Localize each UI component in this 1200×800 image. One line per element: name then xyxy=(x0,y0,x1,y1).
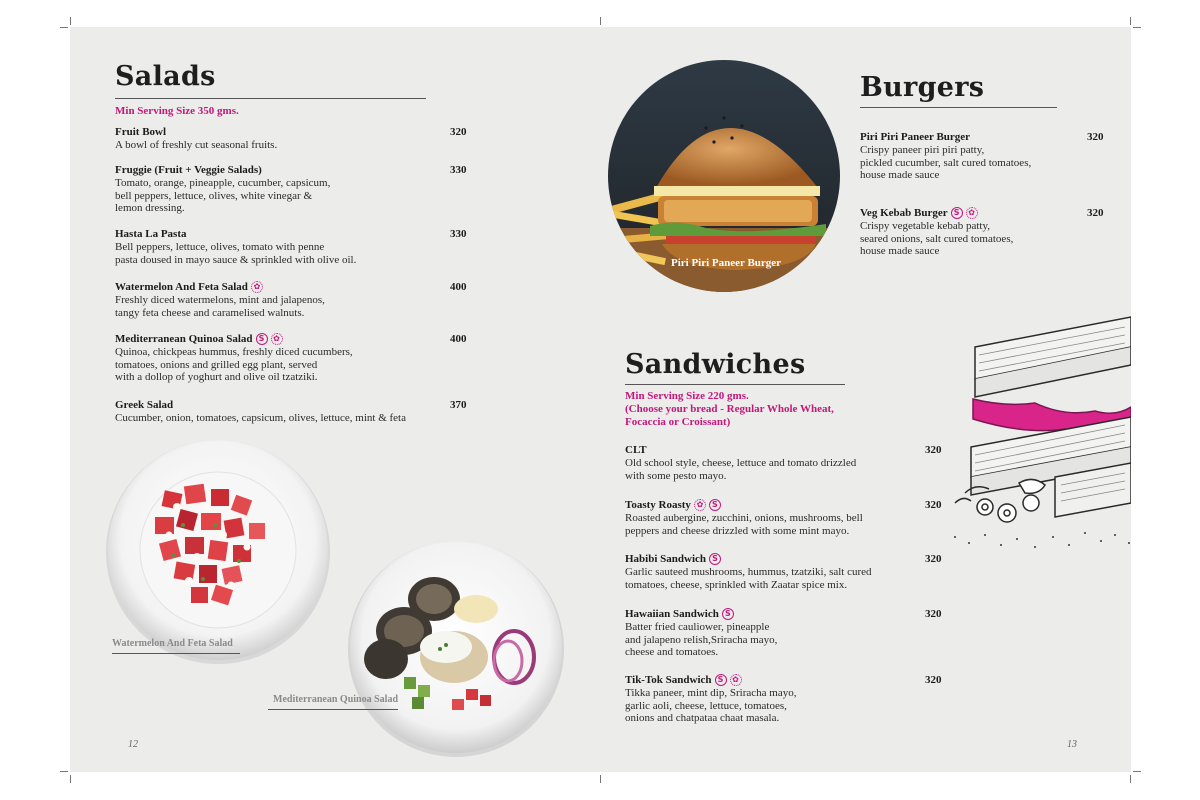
item-price: 320 xyxy=(925,553,942,565)
menu-item xyxy=(625,444,945,482)
item-description: Tikka paneer, mint dip, Sriracha mayo, garlic aoli, cheese, lettuce, tomatoes, onions and chatpataa chaat masala. xyxy=(625,686,797,725)
crop-mark xyxy=(600,775,601,783)
item-price: 320 xyxy=(925,608,942,620)
page-number: 13 xyxy=(1067,739,1077,750)
item-description: Batter fried cauliower, pineapple and jalapeno relish,Sriracha mayo, cheese and tomatoes. xyxy=(625,620,778,659)
crop-mark xyxy=(1133,27,1141,28)
salads-title: Salads xyxy=(115,61,216,92)
item-description: A bowl of freshly cut seasonal fruits. xyxy=(115,138,278,151)
chef-special-icon: ✿ xyxy=(966,207,978,219)
menu-page-left xyxy=(70,27,600,772)
spicy-s-icon: S xyxy=(722,608,734,620)
item-description: Garlic sauteed mushrooms, hummus, tzatziki, salt cured tomatoes, cheese, sprinkled with Zaatar spice mix. xyxy=(625,565,872,591)
item-description: Quinoa, chickpeas hummus, freshly diced cucumbers, tomatoes, onions and grilled egg plant, served with a dollop of yoghurt and olive oil tzatziki. xyxy=(115,345,353,384)
item-name: Hasta La Pasta xyxy=(115,228,187,240)
item-price: 400 xyxy=(450,333,467,345)
menu-item xyxy=(860,207,1107,258)
item-price: 320 xyxy=(925,499,942,511)
item-name: Watermelon And Feta Salad xyxy=(115,281,248,293)
item-description: Cucumber, onion, tomatoes, capsicum, olives, lettuce, mint & feta xyxy=(115,411,406,424)
item-price: 330 xyxy=(450,164,467,176)
item-description: Old school style, cheese, lettuce and tomato drizzled with some pesto mayo. xyxy=(625,456,857,482)
photo-caption: Watermelon And Feta Salad xyxy=(112,638,233,649)
photo-caption: Mediterranean Quinoa Salad xyxy=(273,694,399,705)
crop-mark xyxy=(70,775,71,783)
crop-mark xyxy=(70,17,71,25)
item-name: Mediterranean Quinoa Salad xyxy=(115,333,253,345)
caption-underline xyxy=(112,653,240,654)
menu-item xyxy=(115,126,467,152)
item-description: Roasted aubergine, zucchini, onions, mushrooms, bell peppers and cheese drizzled with some mint mayo. xyxy=(625,511,863,537)
item-price: 320 xyxy=(1087,207,1104,219)
menu-item xyxy=(625,553,945,591)
page-number: 12 xyxy=(128,739,138,750)
salads-serving-size: Min Serving Size 350 gms. xyxy=(115,105,239,117)
item-name: Veg Kebab Burger xyxy=(860,207,948,219)
item-name: Piri Piri Paneer Burger xyxy=(860,131,971,143)
item-price: 330 xyxy=(450,228,467,240)
item-name: Toasty Roasty xyxy=(625,499,691,511)
menu-item xyxy=(115,228,467,266)
crop-mark xyxy=(60,27,68,28)
photo-caption: Piri Piri Paneer Burger xyxy=(671,257,782,269)
menu-item xyxy=(625,674,945,725)
menu-item xyxy=(115,281,467,319)
sandwiches-serving-size: Min Serving Size 220 gms. (Choose your bread - Regular Whole Wheat, Focaccia or Croissant) xyxy=(625,390,834,428)
caption-underline xyxy=(268,709,398,710)
sandwich-sketch-illustration xyxy=(945,307,1131,557)
item-price: 370 xyxy=(450,399,467,411)
burgers-title: Burgers xyxy=(860,72,985,103)
chef-special-icon: ✿ xyxy=(730,674,742,686)
menu-page-right xyxy=(600,27,1131,772)
item-name: Greek Salad xyxy=(115,399,174,411)
title-divider xyxy=(860,107,1057,108)
chef-special-icon: ✿ xyxy=(251,281,263,293)
item-name: Hawaiian Sandwich xyxy=(625,608,719,620)
item-description: Bell peppers, lettuce, olives, tomato with penne pasta doused in mayo sauce & sprinkled with olive oil. xyxy=(115,240,357,266)
crop-mark xyxy=(60,771,68,772)
title-divider xyxy=(625,384,845,385)
item-name: Habibi Sandwich xyxy=(625,553,707,565)
item-price: 320 xyxy=(925,444,942,456)
item-description: Freshly diced watermelons, mint and jalapenos, tangy feta cheese and caramelised walnuts. xyxy=(115,293,325,319)
chef-special-icon: ✿ xyxy=(694,499,706,511)
item-price: 320 xyxy=(450,126,467,138)
menu-item xyxy=(860,131,1107,182)
item-description: Tomato, orange, pineapple, cucumber, capsicum, bell peppers, lettuce, olives, white vinegar & lemon dressing. xyxy=(115,176,331,215)
spicy-s-icon: S xyxy=(951,207,963,219)
spicy-s-icon: S xyxy=(709,499,721,511)
item-price: 320 xyxy=(1087,131,1104,143)
watermelon-feta-salad-photo xyxy=(103,437,333,667)
item-price: 400 xyxy=(450,281,467,293)
sandwiches-title: Sandwiches xyxy=(625,349,806,380)
crop-mark xyxy=(600,17,601,25)
crop-mark xyxy=(1133,771,1141,772)
item-name: CLT xyxy=(625,444,647,456)
crop-mark xyxy=(1130,775,1131,783)
menu-item xyxy=(115,164,467,215)
crop-mark xyxy=(1130,17,1131,25)
item-price: 320 xyxy=(925,674,942,686)
item-description: Crispy vegetable kebab patty, seared onions, salt cured tomatoes, house made sauce xyxy=(860,219,1014,258)
mediterranean-quinoa-salad-photo xyxy=(346,539,566,759)
menu-item xyxy=(115,399,467,425)
chef-special-icon: ✿ xyxy=(271,333,283,345)
menu-item xyxy=(625,608,945,659)
title-divider xyxy=(115,98,426,99)
spicy-s-icon: S xyxy=(709,553,721,565)
item-name: Fruit Bowl xyxy=(115,126,167,138)
item-name: Fruggie (Fruit + Veggie Salads) xyxy=(115,164,262,176)
item-description: Crispy paneer piri piri patty, pickled cucumber, salt cured tomatoes, house made sauce xyxy=(860,143,1032,182)
spicy-s-icon: S xyxy=(256,333,268,345)
item-name: Tik-Tok Sandwich xyxy=(625,674,712,686)
spicy-s-icon: S xyxy=(715,674,727,686)
menu-item xyxy=(625,499,945,537)
menu-item xyxy=(115,333,467,384)
